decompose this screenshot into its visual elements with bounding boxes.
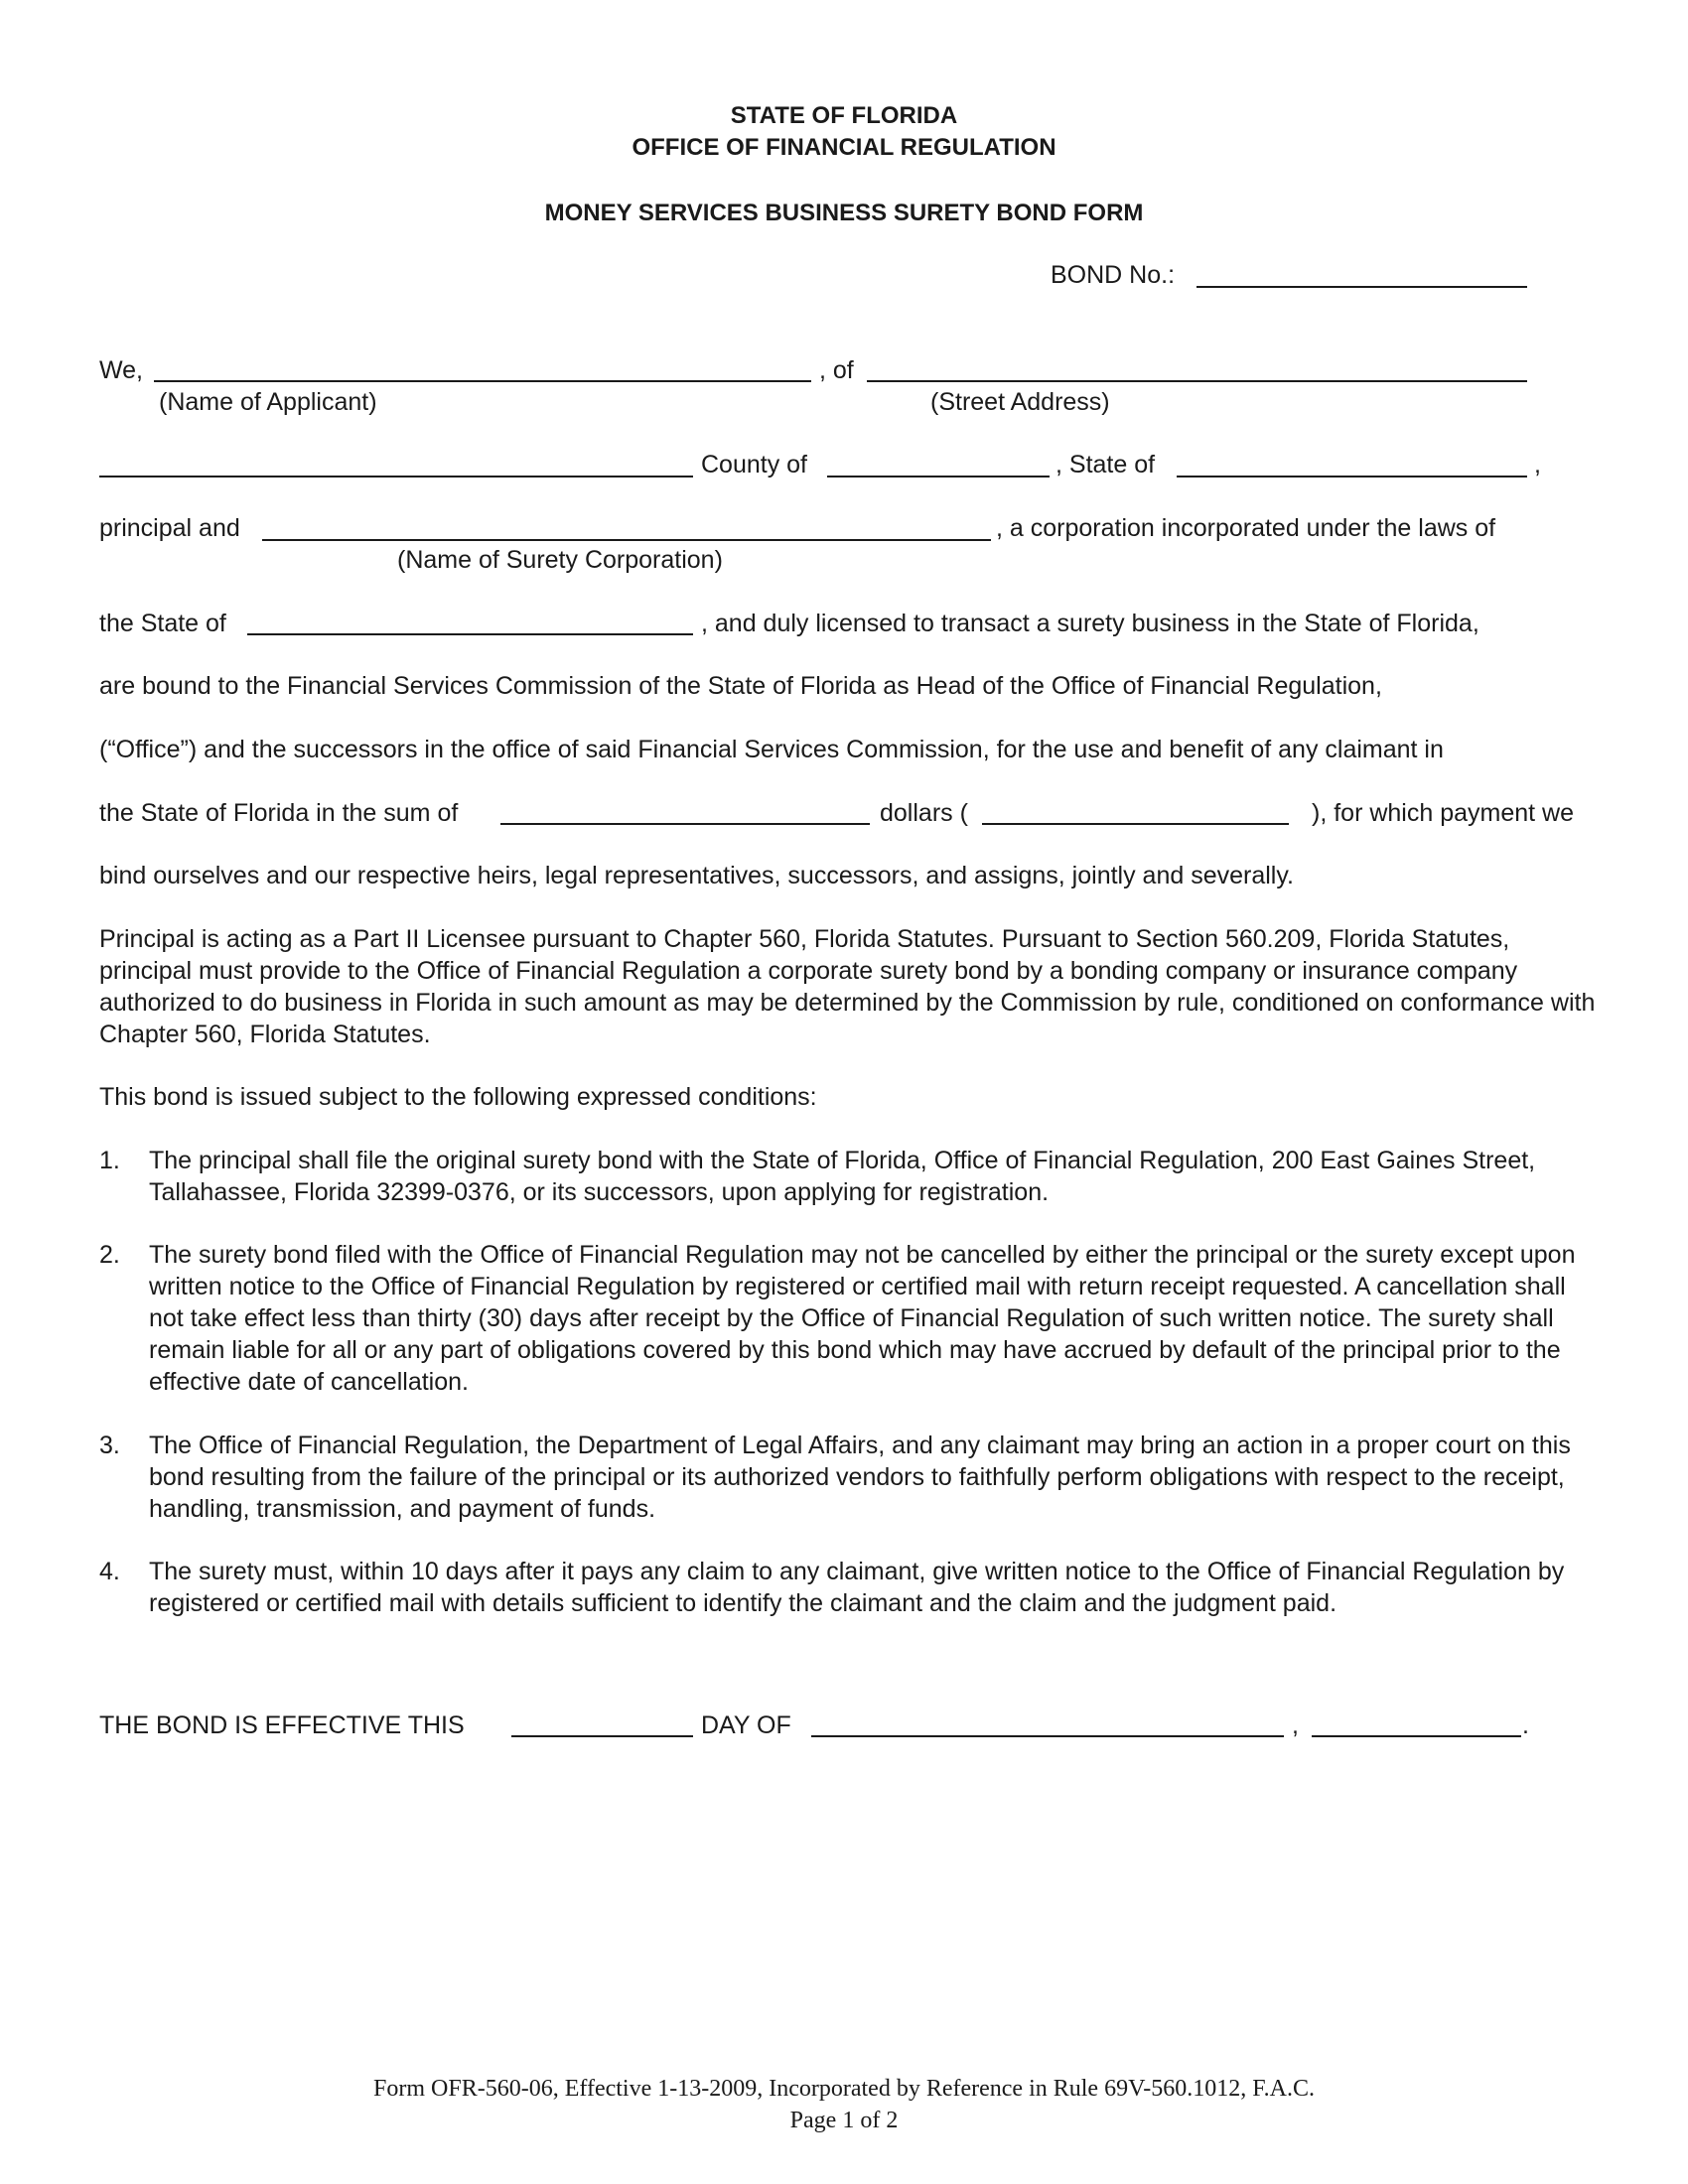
sum-words-field[interactable] [500, 823, 870, 825]
principal-paragraph: Principal is acting as a Part II Licensee pursuant to Chapter 560, Florida Statutes. Pursuant to Section 560.209, Florida Statutes, principal must provide to the Office of Financial Regulation a corporate surety bond by a bonding company or insurance company authorized to do business in Florida in such amount as may be determined by the Commission by rule, conditioned on conformance with Chapter 560, Florida Statutes. [99, 925, 1596, 1048]
applicant-name-caption: (Name of Applicant) [159, 388, 377, 416]
header-state: STATE OF FLORIDA [730, 102, 958, 129]
effective-month-field[interactable] [811, 1735, 1284, 1737]
surety-name-caption: (Name of Surety Corporation) [397, 546, 723, 574]
county-of-label: County of [701, 451, 808, 478]
condition-number: 2. [99, 1241, 120, 1269]
bind-text: bind ourselves and our respective heirs, legal representatives, successors, and assigns, jointly and severally. [99, 862, 1294, 889]
line2-comma: , [1534, 451, 1541, 478]
day-of-label: DAY OF [701, 1711, 791, 1739]
principal-and-label: principal and [99, 514, 240, 542]
effective-period: . [1522, 1711, 1529, 1739]
state-of-label: , State of [1055, 451, 1156, 478]
condition-number: 3. [99, 1432, 120, 1459]
footer-page-number: Page 1 of 2 [789, 2108, 899, 2133]
footer-form-reference: Form OFR-560-06, Effective 1-13-2009, Incorporated by Reference in Rule 69V-560.1012, F.A.C. [373, 2076, 1315, 2102]
conditions-intro: This bond is issued subject to the following expressed conditions: [99, 1083, 817, 1111]
effective-label: THE BOND IS EFFECTIVE THIS [99, 1711, 465, 1739]
we-label: We, [99, 356, 143, 384]
of-label: , of [819, 356, 854, 384]
form-title: MONEY SERVICES BUSINESS SURETY BOND FORM [544, 200, 1144, 226]
dollars-label: dollars ( [880, 799, 968, 827]
bond-no-label: BOND No.: [1051, 261, 1176, 289]
condition-number: 1. [99, 1147, 120, 1174]
city-field[interactable] [99, 476, 693, 478]
street-address-field[interactable] [867, 380, 1527, 382]
effective-year-field[interactable] [1312, 1735, 1521, 1737]
surety-name-field[interactable] [262, 539, 991, 541]
state-field[interactable] [1177, 476, 1527, 478]
payment-text: ), for which payment we [1312, 799, 1574, 827]
surety-state-field[interactable] [247, 633, 693, 635]
condition-text: The surety bond filed with the Office of Financial Regulation may not be cancelled by either the principal or the surety except upon written notice to the Office of Financial Regulation by registered or certified mail with return receipt requested. A cancellation shall not take effect less than thirty (30) days after receipt by the Office of Financial Regulation of such written notice. The surety shall remain liable for all or any part of obligations covered by this bond which may have accrued by default of the principal prior to the effective date of cancellation. [149, 1241, 1576, 1396]
office-text: (“Office”) and the successors in the office of said Financial Services Commission, for the use and benefit of any claimant in [99, 736, 1444, 763]
licensed-text: , and duly licensed to transact a surety business in the State of Florida, [701, 610, 1479, 637]
applicant-name-field[interactable] [154, 380, 811, 382]
header-office: OFFICE OF FINANCIAL REGULATION [632, 134, 1056, 161]
effective-comma: , [1292, 1711, 1299, 1739]
effective-day-field[interactable] [511, 1735, 693, 1737]
condition-text: The Office of Financial Regulation, the Department of Legal Affairs, and any claimant may bring an action in a proper court on this bond resulting from the failure of the principal or its authorized vendors to faithfully perform obligations with respect to the receipt, handling, transmission, and payment of funds. [149, 1432, 1571, 1523]
corporation-text: , a corporation incorporated under the laws of [996, 514, 1496, 542]
sum-of-label: the State of Florida in the sum of [99, 799, 459, 827]
condition-text: The principal shall file the original surety bond with the State of Florida, Office of Financial Regulation, 200 East Gaines Street, Tallahassee, Florida 32399-0376, or its successors, upon applying for registration. [149, 1147, 1536, 1206]
street-address-caption: (Street Address) [930, 388, 1110, 416]
bound-text: are bound to the Financial Services Commission of the State of Florida as Head of the Office of Financial Regulation, [99, 672, 1382, 700]
the-state-of-label: the State of [99, 610, 226, 637]
county-field[interactable] [827, 476, 1050, 478]
condition-text: The surety must, within 10 days after it pays any claim to any claimant, give written notice to the Office of Financial Regulation by registered or certified mail with details sufficient to identify the claimant and the claim and the judgment paid. [149, 1558, 1565, 1617]
condition-number: 4. [99, 1558, 120, 1585]
bond-no-field[interactable] [1196, 286, 1527, 288]
sum-figures-field[interactable] [982, 823, 1289, 825]
